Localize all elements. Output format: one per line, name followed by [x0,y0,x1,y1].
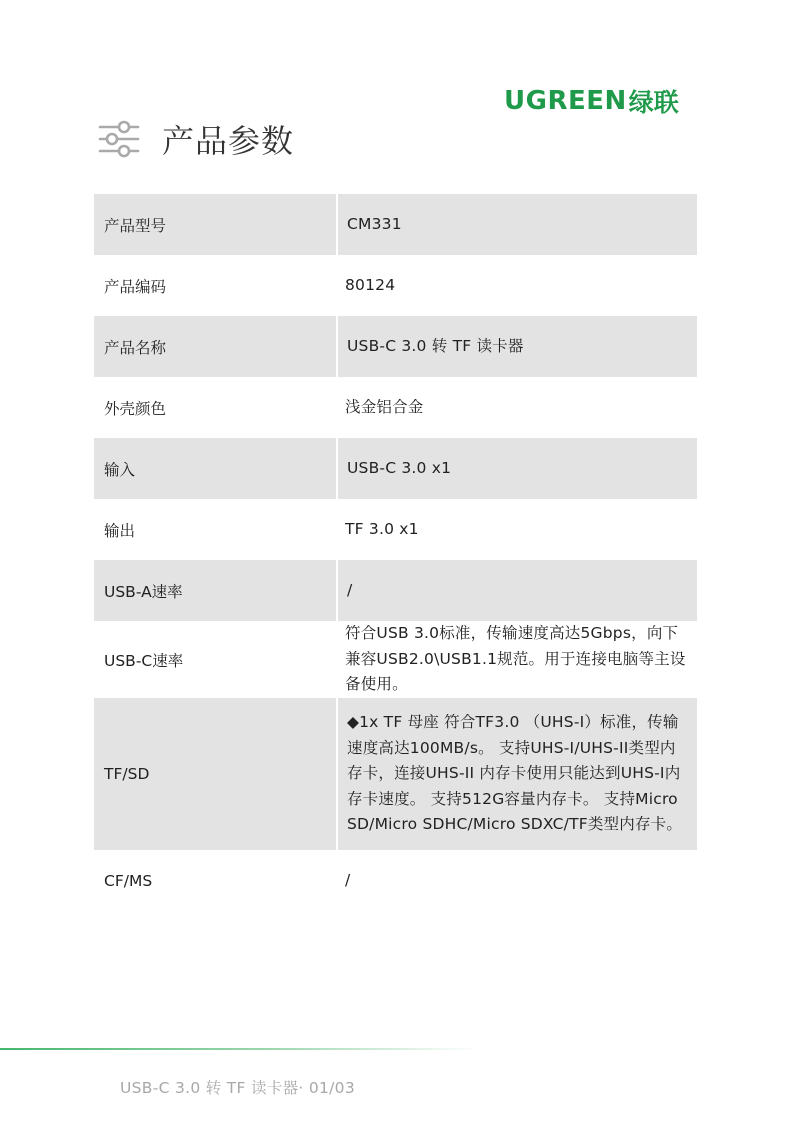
spec-label: 产品编码 [104,277,167,296]
spec-value: USB-C 3.0 转 TF 读卡器 [336,316,697,377]
spec-value: 80124 [345,275,396,294]
spec-label: USB-C速率 [104,651,184,670]
spec-row [94,850,697,911]
spec-label: 输出 [104,521,136,540]
footer-page-label: USB-C 3.0 转 TF 读卡器· 01/03 [120,1079,355,1097]
spec-value: CM331 [336,194,697,255]
spec-row [94,316,697,377]
footer-divider [0,1048,480,1050]
spec-row [94,499,697,560]
spec-row [94,438,697,499]
spec-value: 符合USB 3.0标准，传输速度高达5Gbps，向下兼容USB2.0\USB1.1规范。用于连接电脑等主设备使用。 [345,624,686,694]
spec-value: TF 3.0 x1 [345,519,419,538]
spec-value: ◆1x TF 母座 符合TF3.0 （UHS-I）标准，传输速度高达100MB/s。 支持UHS-I/UHS-II类型内存卡，连接UHS-II 内存卡使用只能达到UHS-I内存卡速度。 支持512G容量内存卡。 支持Micro SD/Micro SDHC/Micro SDXC/TF类型内存卡。 [336,698,697,850]
spec-label: TF/SD [104,765,150,783]
spec-value: 浅金铝合金 [345,397,424,416]
spec-row [94,560,697,621]
page-title: 产品参数 [162,122,295,160]
spec-label: USB-A速率 [104,582,183,601]
spec-value: / [336,560,697,621]
brand-name: UGREEN [504,86,627,116]
spec-label: 输入 [104,460,136,479]
spec-label: 外壳颜色 [104,399,167,418]
spec-value: USB-C 3.0 x1 [336,438,697,499]
ugreen-logo [504,84,679,118]
spec-label: 产品型号 [104,216,167,235]
spec-row [94,698,697,850]
spec-value: / [345,870,351,889]
section-heading [98,116,294,162]
spec-row [94,255,697,316]
spec-row [94,377,697,438]
spec-row [94,621,697,698]
spec-label: 产品名称 [104,338,167,357]
spec-label: CF/MS [104,871,153,890]
spec-table [94,194,697,911]
sliders-icon [98,118,140,160]
brand-name-cjk: 绿联 [628,88,679,117]
spec-row [94,194,697,255]
